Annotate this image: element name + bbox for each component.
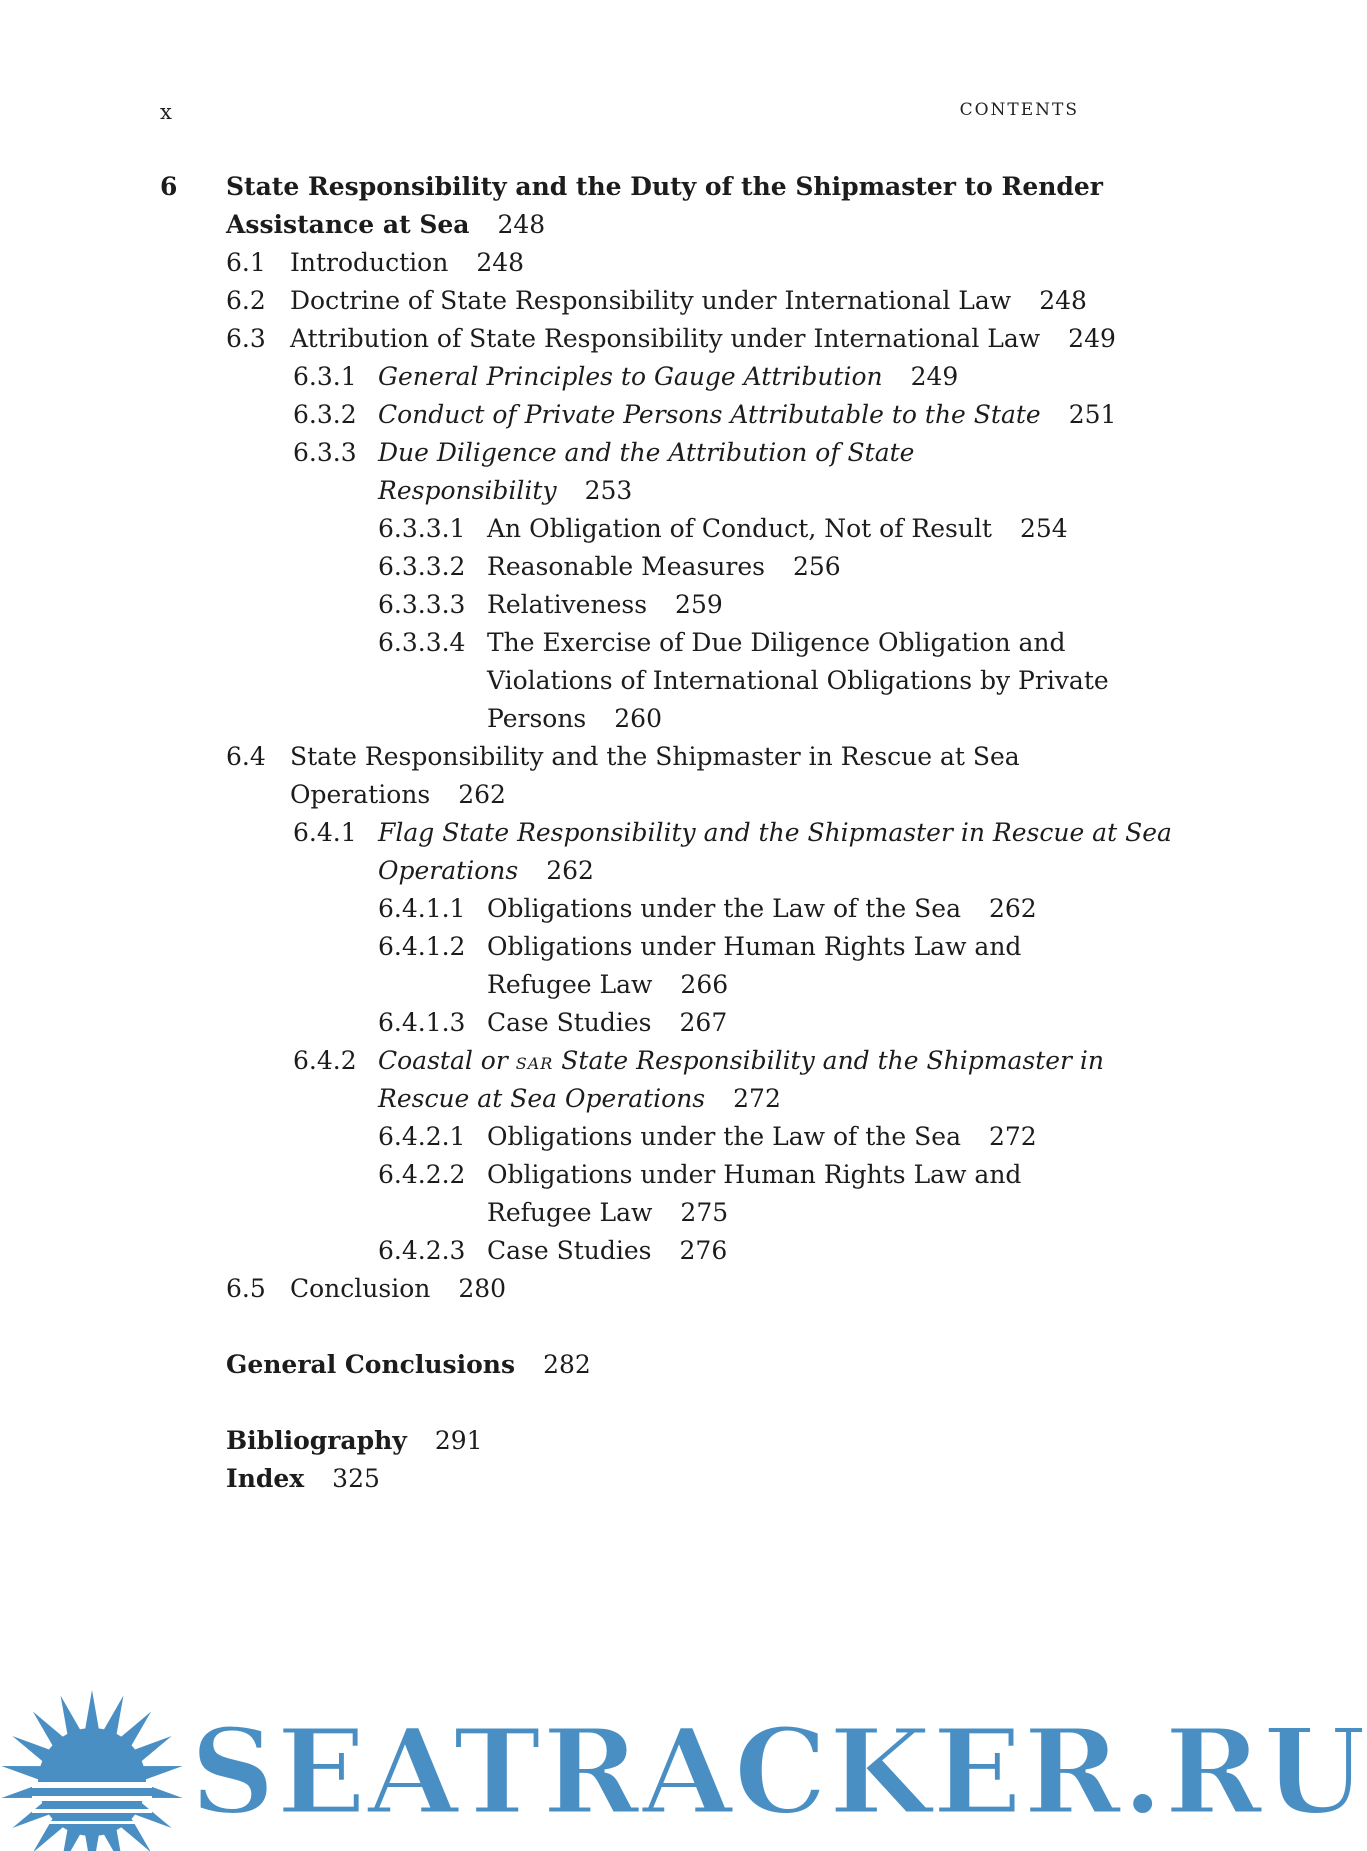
running-title: CONTENTS: [959, 100, 1079, 120]
toc-page: 260: [614, 704, 662, 733]
toc-number: 6.4.1.2: [378, 932, 466, 961]
toc-title: Relativeness: [487, 590, 648, 619]
toc-title: Doctrine of State Responsibility under International Law: [290, 286, 1012, 315]
toc-number: 6: [160, 172, 178, 201]
toc-number: 6.3.3.3: [378, 590, 466, 619]
toc-page: 253: [584, 476, 633, 505]
toc-title: Responsibility: [378, 476, 557, 505]
toc-page: 262: [458, 780, 506, 809]
toc-number: 6.4.2.3: [378, 1236, 466, 1265]
toc-number: 6.3.3.2: [378, 552, 466, 581]
toc-number: 6.3: [226, 324, 266, 353]
toc-title: Rescue at Sea Operations: [378, 1084, 706, 1113]
toc-title: Operations: [290, 780, 431, 809]
toc-title: Index: [226, 1464, 305, 1493]
toc-title: Case Studies: [487, 1236, 652, 1265]
toc-number: 6.4.1.1: [378, 894, 466, 923]
toc-title: State Responsibility and the Shipmaster in: [553, 1046, 1105, 1075]
toc-number: 6.2: [226, 286, 266, 315]
toc-number: 6.3.3.1: [378, 514, 466, 543]
toc-title: Obligations under Human Rights Law and: [487, 932, 1022, 961]
toc-title: Introduction: [290, 248, 449, 277]
toc-number: 6.3.1: [293, 362, 357, 391]
toc-page: 275: [680, 1198, 729, 1227]
toc-number: 6.4.2: [293, 1046, 357, 1075]
toc-title: The Exercise of Due Diligence Obligation and: [487, 628, 1066, 657]
toc-title: Persons: [487, 704, 587, 733]
toc-title: Conclusion: [290, 1274, 431, 1303]
toc-number: 6.4.1.3: [378, 1008, 466, 1037]
toc-title-acronym: sar: [515, 1049, 554, 1075]
toc-page: 256: [792, 552, 841, 581]
toc-number: 6.1: [226, 248, 266, 277]
toc-number: 6.3.3.4: [378, 628, 466, 657]
toc-page: 262: [988, 894, 1037, 923]
toc-page: 276: [679, 1236, 728, 1265]
toc-page: 248: [497, 210, 546, 239]
toc-page: 254: [1019, 514, 1068, 543]
toc-title: Flag State Responsibility and the Shipmaster in Rescue at Sea: [378, 818, 1172, 847]
toc-title: Conduct of Private Persons Attributable to the State: [378, 400, 1041, 429]
toc-title: Obligations under the Law of the Sea: [487, 1122, 961, 1151]
toc-title: General Principles to Gauge Attribution: [378, 362, 883, 391]
toc-page: 251: [1068, 400, 1117, 429]
toc-page: 248: [1039, 286, 1087, 315]
toc-title: Bibliography: [226, 1426, 407, 1455]
toc-title: Obligations under the Law of the Sea: [487, 894, 961, 923]
toc-title: Operations: [378, 856, 519, 885]
toc-title: An Obligation of Conduct, Not of Result: [487, 514, 992, 543]
toc-page: 259: [675, 590, 723, 619]
toc-page: 291: [434, 1426, 483, 1455]
toc-page: 249: [1068, 324, 1116, 353]
toc-page: 266: [680, 970, 729, 999]
toc-title: Reasonable Measures: [487, 552, 765, 581]
toc-title: State Responsibility and the Shipmaster in Rescue at Sea: [290, 742, 1020, 771]
toc-title: Attribution of State Responsibility under International Law: [290, 324, 1041, 353]
toc-number: 6.4.2.1: [378, 1122, 466, 1151]
toc-page: 249: [910, 362, 959, 391]
toc-title: General Conclusions: [226, 1350, 516, 1379]
toc-page: 272: [733, 1084, 781, 1113]
watermark-text: SEATRACKER.RU: [190, 1702, 1367, 1841]
toc-title: Refugee Law: [487, 970, 653, 999]
toc-title: Violations of International Obligations by Private: [487, 666, 1109, 695]
toc-page: 272: [988, 1122, 1037, 1151]
sun-logo-icon: [0, 1690, 190, 1851]
toc-number: 6.4.2.2: [378, 1160, 466, 1189]
toc-title: Assistance at Sea: [226, 210, 470, 239]
toc-title: Refugee Law: [487, 1198, 653, 1227]
toc-page: 282: [543, 1350, 591, 1379]
toc-page: 267: [679, 1008, 728, 1037]
toc-number: 6.4.1: [293, 818, 357, 847]
toc-page: 280: [458, 1274, 507, 1303]
toc-number: 6.4: [226, 742, 266, 771]
toc-page: 248: [476, 248, 525, 277]
toc-number: 6.5: [226, 1274, 266, 1303]
page-folio: x: [160, 100, 173, 124]
toc-page: 262: [546, 856, 594, 885]
toc-title: Obligations under Human Rights Law and: [487, 1160, 1022, 1189]
toc-number: 6.3.2: [293, 400, 357, 429]
toc-title: Due Diligence and the Attribution of State: [378, 438, 915, 467]
toc-title: Coastal or: [378, 1046, 516, 1075]
toc-title: Case Studies: [487, 1008, 652, 1037]
toc-number: 6.3.3: [293, 438, 357, 467]
toc-title: State Responsibility and the Duty of the Shipmaster to Render: [226, 172, 1103, 201]
toc-page: 325: [332, 1464, 380, 1493]
